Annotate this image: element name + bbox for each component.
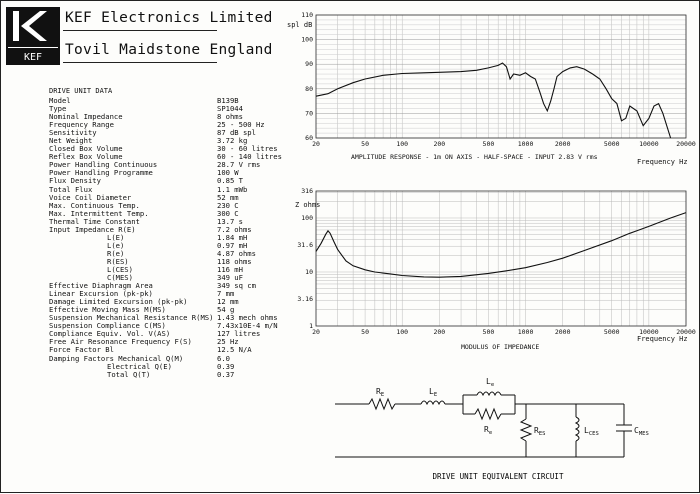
spec-value: 4.87 ohms [217, 248, 256, 258]
spec-label: Frequency Range [49, 120, 114, 130]
x-tick-label: 20000 [676, 328, 696, 336]
x-tick-label: 20 [312, 140, 320, 148]
spec-value: 13.7 s [217, 216, 243, 226]
x-tick-label: 200 [433, 328, 446, 336]
label-le: $L_E$ [429, 387, 438, 398]
y-tick-label: 100 [301, 213, 313, 222]
spec-value: 349 uF [217, 273, 243, 283]
spec-value: 60 - 140 litres [217, 152, 282, 162]
spec-value: 1.1 mWb [217, 184, 248, 194]
spec-value: 12.5 N/A [217, 345, 252, 355]
spec-label: Model [49, 96, 71, 105]
spec-label: R(e) [107, 248, 125, 258]
y-tick-label: 60 [305, 134, 313, 142]
spec-label: Net Weight [49, 136, 93, 146]
spec-label: Closed Box Volume [49, 144, 123, 154]
y-tick-label: 3.16 [297, 295, 313, 304]
spec-value: 7.2 ohms [217, 224, 252, 234]
y-tick-label: 10 [305, 267, 313, 276]
x-tick-label: 10000 [639, 140, 659, 148]
spec-value: 0.37 [217, 369, 235, 379]
logo-text: KEF [23, 52, 43, 63]
spec-value: 54 g [217, 305, 235, 315]
x-tick-label: 500 [482, 140, 495, 148]
spec-label: Total Flux [49, 184, 93, 194]
spec-label: Voice Coil Diameter [49, 192, 132, 202]
spec-label: Type [49, 104, 67, 114]
spec-value: 28.7 V rms [217, 160, 261, 170]
spec-value: SP1044 [217, 104, 243, 114]
x-tick-label: 2000 [554, 328, 571, 336]
spec-value: 8 ohms [217, 112, 243, 122]
spec-label: Electrical Q(E) [107, 361, 172, 371]
x-tick-label: 100 [396, 140, 409, 148]
y-tick-label: 90 [305, 60, 313, 69]
spec-label: Max. Intermittent Temp. [49, 208, 149, 218]
circuit-title: DRIVE UNIT EQUIVALENT CIRCUIT [432, 472, 564, 481]
spec-value: 300 C [217, 208, 239, 218]
spec-value: 6.0 [217, 353, 230, 363]
x-tick-label: 20 [312, 328, 320, 336]
spec-label: R(ES) [107, 256, 129, 266]
chart-title: AMPLITUDE RESPONSE - 1m ON AXIS - HALF-SPACE - INPUT 2.83 V rms [351, 153, 598, 161]
spec-value: 100 W [217, 168, 239, 178]
equivalent-circuit [1, 1, 700, 494]
spec-label: Input Impedance R(E) [49, 224, 136, 234]
spec-value: 7.43x10E-4 m/N [217, 321, 278, 331]
resistor-re [369, 399, 395, 409]
spec-value: 127 litres [217, 329, 261, 339]
x-tick-label: 5000 [603, 328, 620, 336]
spec-value: 0.97 mH [217, 240, 248, 250]
spec-value: 52 mm [217, 192, 239, 202]
label-lces: $L_{CES}$ [584, 426, 599, 437]
y-tick-label: 100 [301, 35, 313, 44]
x-axis-label: Frequency Hz [637, 158, 688, 166]
x-tick-label: 50 [361, 328, 369, 336]
spec-value: 3.72 kg [217, 136, 248, 146]
spec-value: 1.84 mH [217, 232, 248, 242]
x-tick-label: 10000 [639, 328, 659, 336]
label-re: $R_E$ [376, 387, 385, 398]
spec-heading: DRIVE UNIT DATA [49, 87, 113, 95]
chart-title: MODULUS OF IMPEDANCE [461, 343, 540, 351]
spec-value: 118 ohms [217, 256, 252, 266]
spec-label: Thermal Time Constant [49, 216, 140, 226]
x-tick-label: 2000 [554, 140, 571, 148]
spec-label: Free Air Resonance Frequency F(S) [49, 337, 192, 347]
spec-label: L(E) [107, 232, 125, 242]
company-address: Tovil Maidstone England [65, 42, 273, 58]
spec-label: Damping Factors Mechanical Q(M) [49, 353, 184, 363]
y-axis-label: spl dB [287, 21, 313, 29]
spec-label: Power Handling Continuous [49, 160, 158, 170]
spec-label: Reflex Box Volume [49, 152, 123, 162]
spec-value: 25 - 500 Hz [217, 120, 265, 130]
x-tick-label: 500 [482, 328, 495, 336]
y-tick-label: 1 [309, 322, 313, 330]
x-axis-label: Frequency Hz [637, 335, 688, 343]
y-axis-label: Z ohms [295, 201, 321, 209]
inductor-l-small [477, 392, 501, 395]
x-tick-label: 200 [433, 140, 446, 148]
spec-label: Nominal Impedance [49, 112, 123, 122]
spec-value: 12 mm [217, 297, 239, 307]
spec-value: 87 dB spl [217, 128, 256, 138]
resistor-res [521, 419, 531, 441]
spec-label: Effective Moving Mass M(MS) [49, 305, 166, 315]
x-tick-label: 20000 [676, 140, 696, 148]
y-tick-label: 70 [305, 109, 313, 118]
x-tick-label: 5000 [603, 140, 620, 148]
label-cmes: $C_{MES}$ [634, 426, 649, 437]
x-tick-label: 50 [361, 140, 369, 148]
y-tick-label: 31.6 [297, 241, 313, 250]
inductor-lces [576, 417, 579, 441]
x-tick-label: 1000 [517, 140, 534, 148]
spec-value: 0.85 T [217, 176, 243, 186]
spec-value: 116 mH [217, 264, 243, 274]
spec-value: 7 mm [217, 289, 235, 299]
spec-label: Power Handling Programme [49, 168, 153, 178]
x-tick-label: 1000 [517, 328, 534, 336]
spec-label: Max. Continuous Temp. [49, 200, 140, 210]
spec-value: 1.43 mech ohms [217, 313, 278, 323]
spec-label: Flux Density [49, 176, 101, 186]
spec-value: 230 C [217, 200, 239, 210]
x-tick-label: 100 [396, 328, 409, 336]
spec-label: Compliance Equiv. Vol. V(AS) [49, 329, 171, 339]
spec-label: Effective Diaphragm Area [49, 281, 153, 291]
y-tick-label: 316 [301, 187, 313, 195]
company-name: KEF Electronics Limited [65, 10, 273, 26]
label-l-small: $L_e$ [486, 377, 495, 388]
spec-value: 0.39 [217, 361, 235, 371]
spec-value: 25 Hz [217, 337, 239, 347]
label-res: $R_{ES}$ [534, 426, 546, 437]
spec-label: L(e) [107, 240, 125, 250]
spec-label: Damage Limited Excursion (pk-pk) [49, 297, 188, 307]
label-r-small: $R_e$ [484, 425, 493, 436]
spec-label: C(MES) [107, 273, 133, 283]
spec-label: Suspension Compliance C(MS) [49, 321, 166, 331]
y-tick-label: 110 [301, 11, 313, 19]
spec-label: Sensitivity [49, 128, 97, 138]
spec-label: L(CES) [107, 264, 133, 274]
spec-label: Suspension Mechanical Resistance R(MS) [49, 313, 214, 323]
spec-label: Linear Excursion (pk-pk) [49, 289, 153, 299]
spec-value: B139B [217, 96, 239, 105]
spec-value: 349 sq cm [217, 281, 256, 291]
y-tick-label: 80 [305, 84, 313, 93]
spec-label: Force Factor Bl [49, 345, 114, 355]
inductor-le [421, 401, 445, 404]
resistor-r-small [475, 409, 501, 419]
spec-value: 30 - 60 litres [217, 144, 278, 154]
spec-label: Total Q(T) [107, 369, 151, 379]
